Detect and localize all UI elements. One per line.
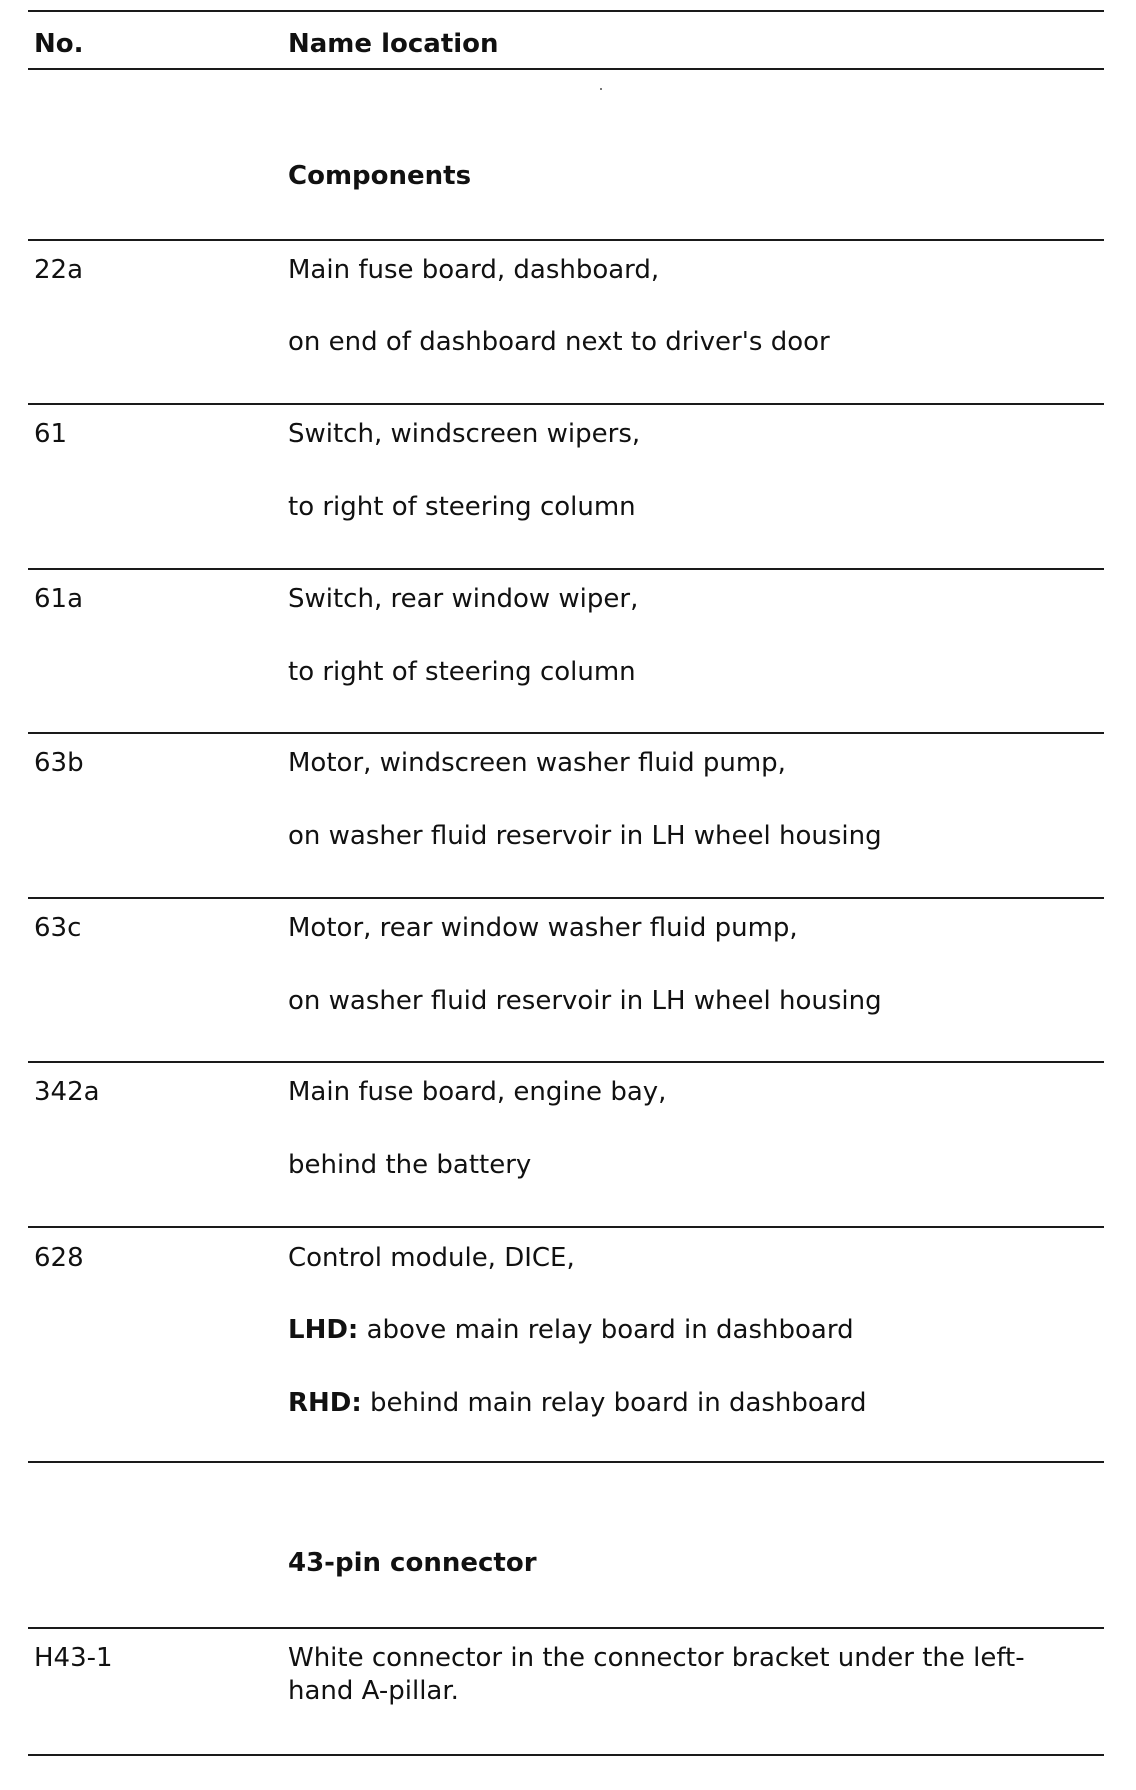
row-name-61a-line1: Switch, rear window wiper,: [288, 584, 639, 614]
table-bottom-border: [28, 1754, 1104, 1756]
row-divider: [28, 1226, 1104, 1228]
row-divider: [28, 239, 1104, 241]
scan-speck: [600, 88, 602, 90]
row-name-342a-line1: Main fuse board, engine bay,: [288, 1077, 667, 1107]
lhd-text: above main relay board in dashboard: [358, 1315, 854, 1345]
row-name-628-line1: Control module, DICE,: [288, 1243, 575, 1273]
row-divider: [28, 1061, 1104, 1063]
row-name-h43-1: White connector in the connector bracket under the left-hand A-pillar.: [288, 1643, 1025, 1706]
row-no-63c: 63c: [34, 913, 82, 943]
row-no-h43-1: H43-1: [34, 1643, 113, 1673]
row-no-342a: 342a: [34, 1077, 100, 1107]
row-no-22a: 22a: [34, 255, 84, 285]
row-no-63b: 63b: [34, 748, 84, 778]
row-no-628: 628: [34, 1243, 84, 1273]
row-name-628-lhd: [288, 1314, 854, 1347]
row-name-22a-line2: on end of dashboard next to driver's door: [288, 327, 830, 357]
row-name-61a-line2: to right of steering column: [288, 657, 636, 687]
row-name-22a-line1: Main fuse board, dashboard,: [288, 255, 660, 285]
row-name-61-line1: Switch, windscreen wipers,: [288, 419, 641, 449]
row-name-63c-line2: on washer fluid reservoir in LH wheel housing: [288, 986, 882, 1016]
row-divider: [28, 732, 1104, 734]
rhd-text: behind main relay board in dashboard: [361, 1388, 867, 1418]
rhd-label: RHD:: [288, 1388, 362, 1418]
row-no-61: 61: [34, 419, 68, 449]
header-divider: [28, 68, 1104, 70]
row-name-342a-line2: behind the battery: [288, 1150, 532, 1180]
row-divider: [28, 1461, 1104, 1463]
row-name-63b-line1: Motor, windscreen washer fluid pump,: [288, 748, 786, 778]
row-no-61a: 61a: [34, 584, 84, 614]
row-name-628-rhd: [288, 1387, 866, 1420]
lhd-label: LHD:: [288, 1315, 359, 1345]
row-name-63c-line1: Motor, rear window washer fluid pump,: [288, 913, 798, 943]
header-col-name: Name location: [288, 29, 499, 59]
table-top-border: [28, 10, 1104, 12]
row-divider: [28, 1627, 1104, 1629]
row-divider: [28, 403, 1104, 405]
row-divider: [28, 897, 1104, 899]
section-title-connector: 43-pin connector: [288, 1548, 537, 1578]
row-name-61-line2: to right of steering column: [288, 492, 636, 522]
header-col-no: No.: [34, 29, 84, 59]
section-title-components: Components: [288, 161, 472, 191]
row-name-63b-line2: on washer fluid reservoir in LH wheel housing: [288, 821, 882, 851]
row-divider: [28, 568, 1104, 570]
